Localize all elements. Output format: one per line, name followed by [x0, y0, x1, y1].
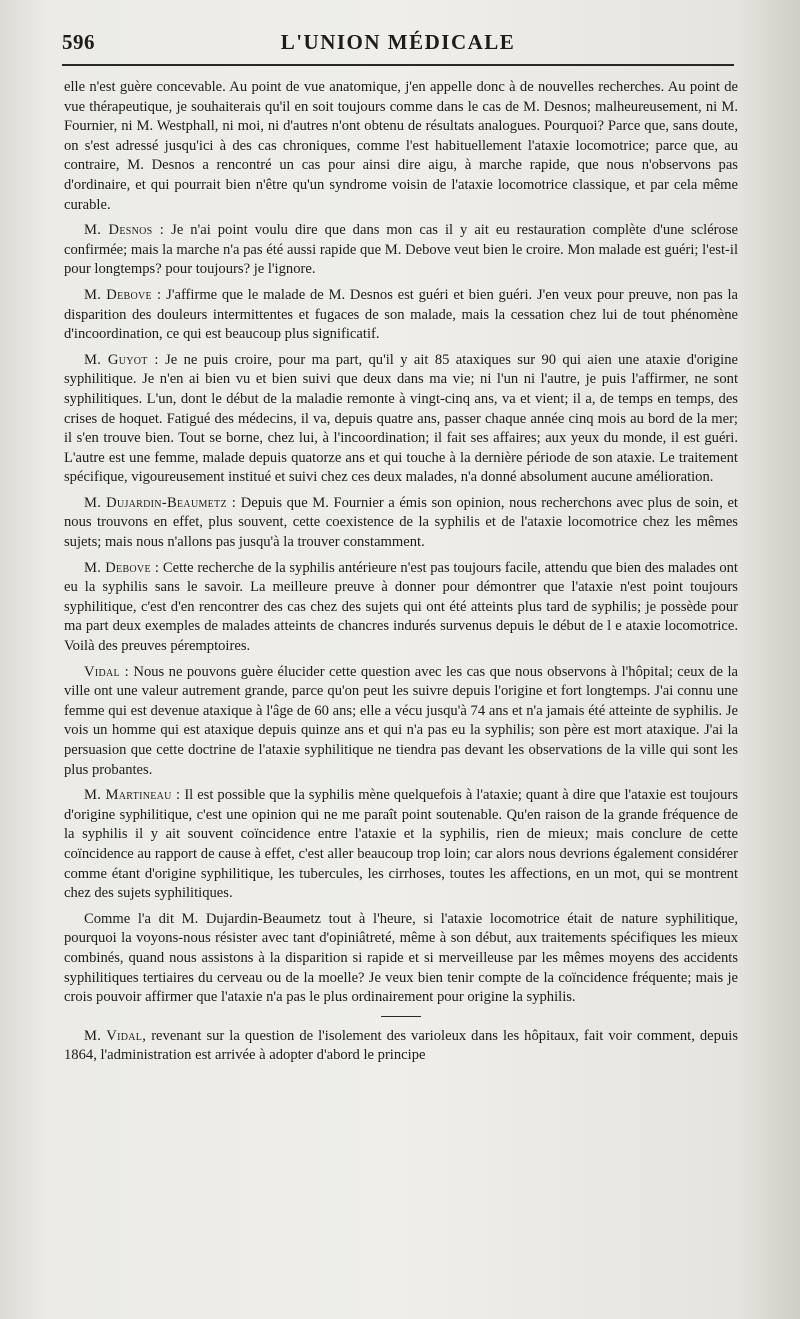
paragraph: [64, 910, 738, 1008]
speaker-name: M. Dujardin-Beaumetz :: [84, 494, 237, 511]
speaker-name: M. Vidal,: [84, 1027, 147, 1044]
header-rule: [62, 64, 734, 66]
paragraph: [64, 559, 738, 657]
speaker-name: M. Debove :: [84, 286, 162, 303]
paragraph-text: Depuis que M. Fournier a émis son opinion, nous recherchons avec plus de soin, et nous trouvons en effet, plus souvent, cette coexistence de la syphilis et de l'ataxie locomotrice chez les mêmes sujets; mais nous n'allons pas jusqu'à la trouver constamment.: [64, 494, 738, 551]
speaker-name: M. Guyot :: [84, 351, 159, 368]
paragraph-text: Je ne puis croire, pour ma part, qu'il y ait 85 ataxiques sur 90 qui aien une ataxie d'origine syphilitique. Je n'en ai bien vu et bien suivi que deux dans ma vie; ni l'un ni l'autre, je puis l'affirmer, ne sont syphilitiques. L'un, dont le début de la maladie remonte à vingt-cinq ans, va et vient; il a, de temps en temps, des crises de hoquet. Fatigué des médecins, il va, depuis quatre ans, passer chaque année cinq mois au bord de la mer; il s'en trouve bien. Tout se borne, chez lui, à l'incoordination; il fait ses affaires; aux yeux du monde, il est guéri. L'autre est une femme, malade depuis quatorze ans et qui touche à la dernière période de son ataxie. Le traitement spécifique, vigoureusement institué et suivi chez ces deux malades, n'a donné absolument aucune amélioration.: [64, 351, 739, 486]
paragraph-text: elle n'est guère concevable. Au point de vue anatomique, j'en appelle donc à de nouvelles recherches. Au point de vue thérapeutique, je souhaiterais qu'il en soit toujours comme dans le cas de M. Desnos; malheureusement, ni M. Fournier, ni M. Westphall, ni moi, ni d'autres n'ont obtenu de résultats analogues. Pourquoi? Parce que, sans doute, on s'est adressé jusqu'ici à des cas chroniques, comme l'est habituellement l'ataxie locomotrice; parce que, au contraire, M. Desnos a rencontré un cas pour ainsi dire aigu, à marche rapide, que nous n'observons pas d'ordinaire, et qui pourrait bien n'être qu'un syndrome voisin de l'ataxie locomotrice classique, et par cela même curable.: [64, 79, 738, 213]
speaker-name: M. Martineau :: [84, 787, 181, 804]
speaker-name: Vidal :: [84, 663, 129, 680]
paragraph-text: revenant sur la question de l'isolement des varioleux dans les hôpitaux, fait voir comment, depuis 1864, l'administration est arrivée à adopter d'abord le principe: [64, 1027, 738, 1064]
page-header: [62, 30, 734, 60]
article-body: [64, 78, 738, 1072]
paragraph: [64, 221, 738, 280]
paragraph: [64, 1027, 738, 1066]
paragraph: [64, 78, 738, 215]
paragraph-text: Je n'ai point voulu dire que dans mon cas il y ait eu restauration complète d'une sclérose confirmée; mais la marche n'a pas été aussi rapide que M. Debove veut bien le croire. Mon malade est guéri; l'est-il pour longtemps? pour toujours? je l'ignore.: [64, 222, 738, 278]
running-head: L'UNION MÉDICALE: [280, 30, 516, 54]
paragraph: [64, 663, 738, 781]
paragraph-text: J'affirme que le malade de M. Desnos est guéri et bien guéri. J'en veux pour preuve, non pas la disparition des douleurs intermittentes et fugaces de son malade, mais la cessation chez lui de tout phénomène d'incoordination, ce qui est beaucoup plus significatif.: [64, 286, 738, 343]
paragraph: [64, 351, 738, 488]
paragraph-text: Nous ne pouvons guère élucider cette question avec les cas que nous observons à l'hôpital; ceux de la ville ont une valeur autrement grande, parce qu'on peut les suivre depuis l'origine et fort longtemps. J'ai connu une femme qui est devenue ataxique à l'âge de 60 ans; elle a vécu jusqu'à 74 ans et n'a jamais été atteinte de syphilis. Je vois un homme qui est ataxique depuis quinze ans et qui n'a pas eu la syphilis; son père est mort ataxique. J'ai la persuasion que cette doctrine de l'ataxie syphilitique ne tiendra pas devant les observations de la ville qui sont les plus probantes.: [64, 663, 738, 778]
paragraph-text: Cette recherche de la syphilis antérieure n'est pas toujours facile, attendu que bien des malades ont eu la syphilis sans le savoir. La meilleure preuve à donner pour démontrer que l'ataxie n'est point toujours syphilitique, c'est d'en rencontrer des cas chez des sujets qui ont été atteints plus tard de syphilis; je possède pour ma part deux exemples de malades atteints de chancres indurés survenus depuis le début de l e ataxie locomotrice. Voilà des preuves péremptoires.: [64, 559, 738, 655]
paragraph: [64, 494, 738, 553]
speaker-name: M. Desnos :: [84, 222, 165, 239]
paragraph: [64, 286, 738, 345]
paragraph-text: Il est possible que la syphilis mène quelquefois à l'ataxie; quant à dire que l'ataxie est toujours d'origine syphilitique, c'est une opinion qui ne me paraît point soutenable. Qu'en raison de la grande fréquence de la syphilis il y ait souvent coïncidence entre l'ataxie et la syphilis, rien de mieux; mais conclure de cette coïncidence au rapport de cause à effet, c'est aller beaucoup trop loin; car alors nous devrions également considérer comme étant d'origine syphilitique, les tubercules, les cirrhoses, toutes les affections, en un mot, qui se montrent chez des sujets syphilitiques.: [64, 787, 738, 902]
paragraph: [64, 786, 738, 904]
section-divider: [381, 1016, 421, 1017]
speaker-name: M. Debove :: [84, 559, 160, 576]
page-number: 596: [62, 30, 95, 54]
paragraph-text: Comme l'a dit M. Dujardin-Beaumetz tout à l'heure, si l'ataxie locomotrice était de nature syphilitique, pourquoi la voyons-nous résister avec tant d'opiniâtreté, même à son début, aux traitements spécifiques les mieux combinés, quand nous assistons à la disparition si rapide et si merveilleuse par les mêmes moyens des accidents syphilitiques tertiaires du cerveau ou de la moelle? Je veux bien tenir compte de la coïncidence fréquente; mais je crois pouvoir affirmer que l'ataxie n'a pas le plus ordinairement pour origine la syphilis.: [64, 910, 738, 1006]
